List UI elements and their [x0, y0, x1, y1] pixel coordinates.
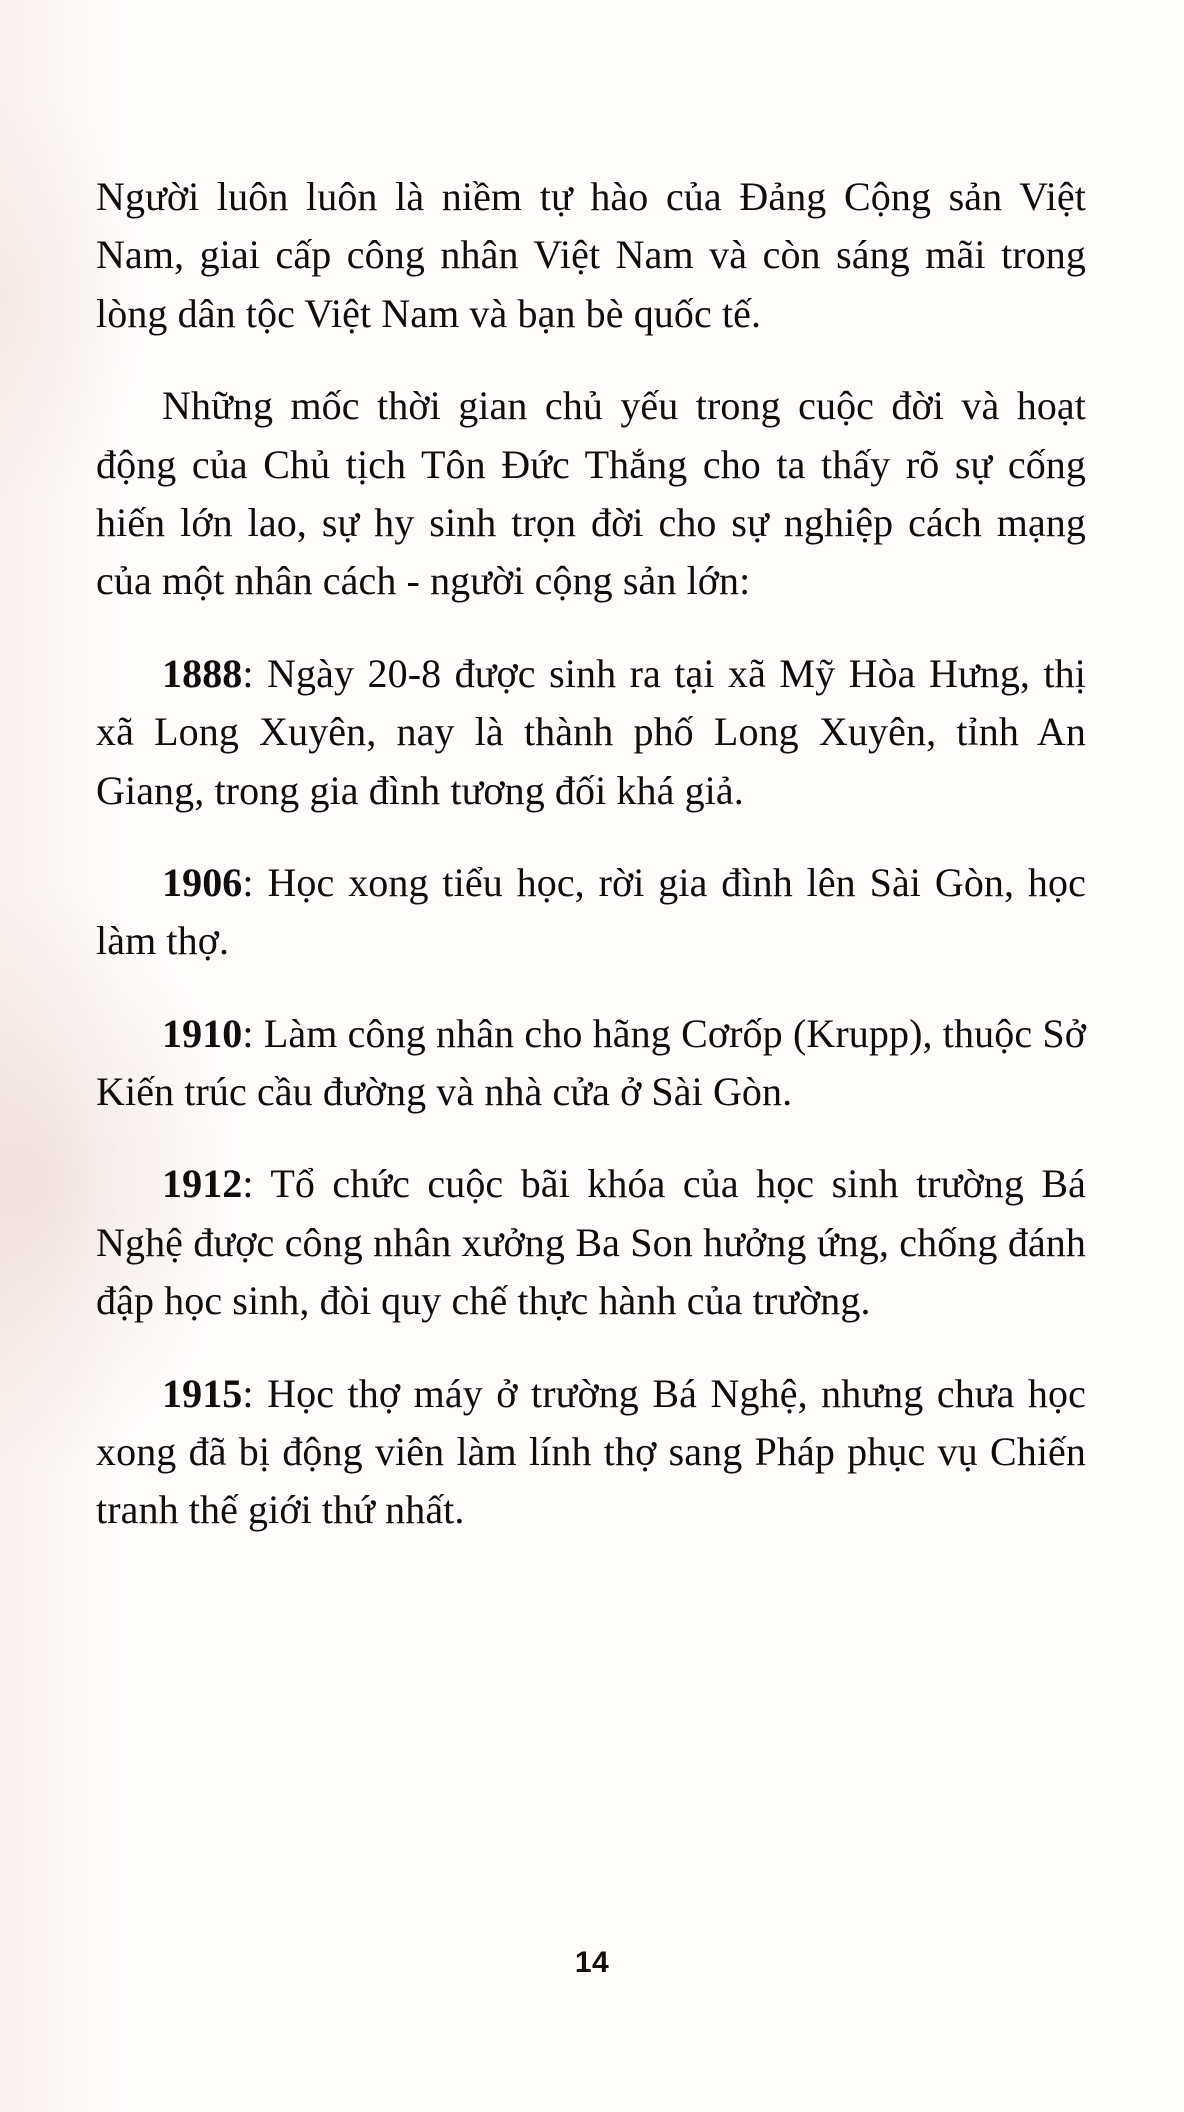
- timeline-entry-1912: [96, 1155, 1086, 1330]
- timeline-year: 1912: [162, 1161, 243, 1207]
- timeline-year: 1906: [162, 859, 243, 905]
- timeline-text: : Tổ chức cuộc bãi khóa của học sinh trường Bá Nghệ được công nhân xưởng Ba Son hưởng ứng, chống đánh đập học sinh, đòi quy chế thực hành của trường.: [96, 1161, 1086, 1324]
- timeline-entry-1888: [96, 645, 1086, 820]
- page-number: 14: [574, 1946, 610, 1979]
- paragraph-intro: [96, 168, 1086, 343]
- paragraph-timeline-lead: [96, 377, 1086, 611]
- timeline-text: : Học xong tiểu học, rời gia đình lên Sài Gòn, học làm thợ.: [96, 859, 1086, 964]
- timeline-year: 1910: [162, 1010, 243, 1056]
- timeline-entry-1915: [96, 1365, 1086, 1540]
- timeline-entry-1910: [96, 1005, 1086, 1122]
- timeline-entry-1906: [96, 854, 1086, 971]
- timeline-text: : Làm công nhân cho hãng Cơrốp (Krupp), thuộc Sở Kiến trúc cầu đường và nhà cửa ở Sài Gòn.: [96, 1010, 1086, 1115]
- body-text-column: [96, 168, 1086, 1540]
- timeline-year: 1888: [162, 650, 243, 696]
- paragraph-text: Những mốc thời gian chủ yếu trong cuộc đời và hoạt động của Chủ tịch Tôn Đức Thắng cho ta thấy rõ sự cống hiến lớn lao, sự hy sinh trọn đời cho sự nghiệp cách mạng của một nhân cách - người cộng sản lớn:: [96, 383, 1086, 604]
- timeline-year: 1915: [162, 1370, 243, 1416]
- timeline-text: : Học thợ máy ở trường Bá Nghệ, nhưng chưa học xong đã bị động viên làm lính thợ sang Pháp phục vụ Chiến tranh thế giới thứ nhất.: [96, 1370, 1086, 1533]
- paragraph-text: Người luôn luôn là niềm tự hào của Đảng Cộng sản Việt Nam, giai cấp công nhân Việt Nam và còn sáng mãi trong lòng dân tộc Việt Nam và bạn bè quốc tế.: [96, 174, 1086, 336]
- timeline-text: : Ngày 20-8 được sinh ra tại xã Mỹ Hòa Hưng, thị xã Long Xuyên, nay là thành phố Long Xuyên, tỉnh An Giang, trong gia đình tương đối khá giả.: [96, 650, 1086, 813]
